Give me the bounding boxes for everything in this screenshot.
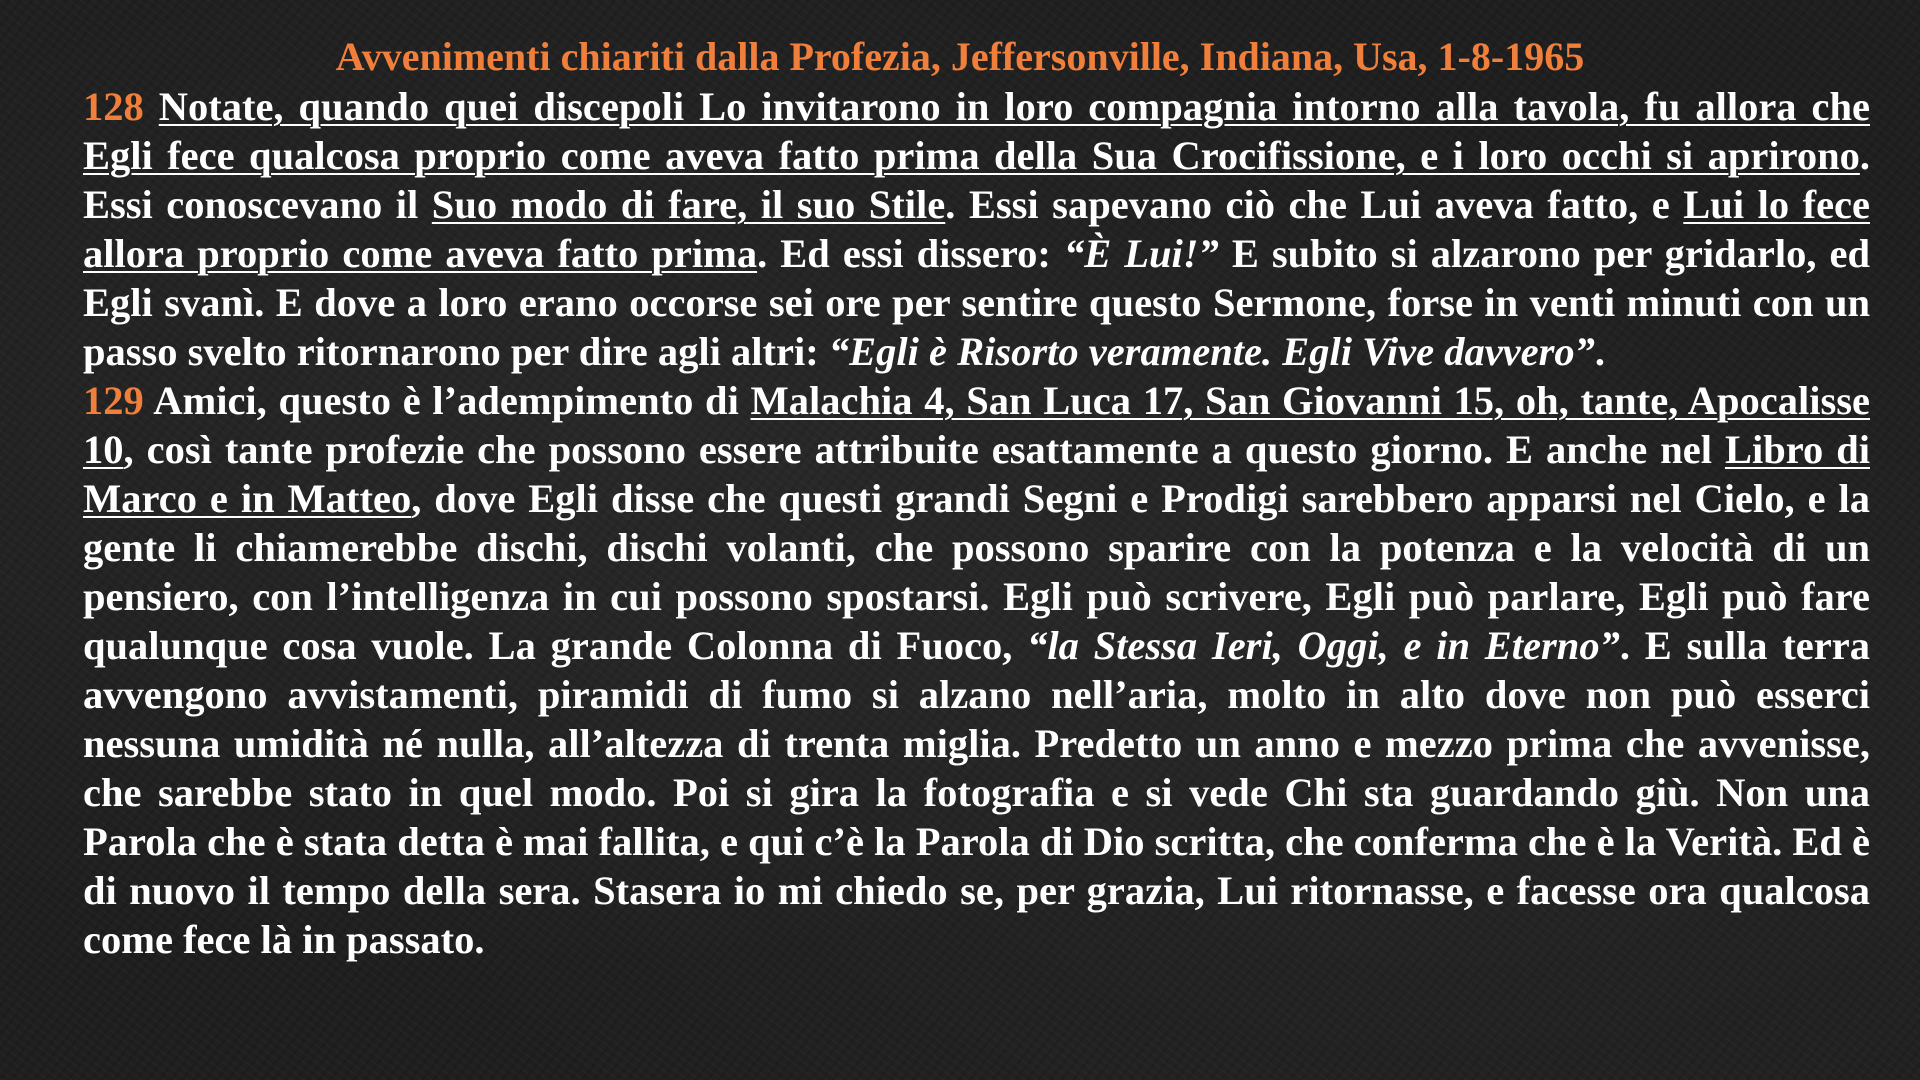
slide-title: Avvenimenti chiariti dalla Profezia, Jeffersonville, Indiana, Usa, 1-8-1965 (335, 34, 1585, 79)
text-run: . (1594, 329, 1606, 374)
text-run: . Ed essi dissero: (757, 231, 1064, 276)
italic-quote: “la Stessa Ieri, Oggi, e in Eterno” (1027, 623, 1620, 668)
text-run: E subito si alzarono per gridarlo, ed Egli svanì. E dove a loro erano occorse sei ore per sentire questo Sermone, forse in venti minuti con un passo svelto ritornarono per dire agli altri: (83, 231, 1871, 374)
underlined-passage: Lui lo fece allora proprio come aveva fatto prima (83, 182, 1870, 276)
paragraph-number: 129 (83, 378, 144, 423)
text-run: Amici, questo è l’adempimento di (153, 378, 751, 423)
quote-body (83, 82, 1870, 964)
italic-quote: “Egli è Risorto veramente. Egli Vive davvero” (828, 329, 1595, 374)
underlined-passage: Libro di Marco e in Matteo (83, 427, 1870, 521)
underlined-passage: Suo modo di fare, il suo Stile (431, 182, 946, 227)
italic-quote: “È Lui!” (1063, 231, 1219, 276)
text-run: , dove Egli disse che questi grandi Segni e Prodigi sarebbero apparsi nel Cielo, e la gente li chiamerebbe dischi, dischi volanti, che possono sparire con la potenza e la velocità di un pensiero, con l’intelligenza in cui possono spostarsi. Egli può scrivere, Egli può parlare, Egli può fare qualunque cosa vuole. La grande Colonna di Fuoco, (83, 476, 1871, 668)
underlined-passage: Notate, quando quei discepoli Lo invitarono in loro compagnia intorno alla tavola, fu allora che Egli fece qualcosa proprio come aveva fatto prima della Sua Crocifissione, e i loro occhi si aprirono (83, 84, 1870, 178)
text-run: . E sulla terra avvengono avvistamenti, piramidi di fumo si alzano nell’aria, molto in alto dove non può esserci nessuna umidità né nulla, all’altezza di trenta miglia. Predetto un anno e mezzo prima che avvenisse, che sarebbe stato in quel modo. Poi si gira la fotografia e si vede Chi sta guardando giù. Non una Parola che è stata detta è mai fallita, e qui c’è la Parola di Dio scritta, che conferma che è la Verità. Ed è di nuovo il tempo della sera. Stasera io mi chiedo se, per grazia, Lui ritornasse, e facesse ora qualcosa come fece là in passato. (83, 623, 1870, 962)
underlined-passage: Malachia 4, San Luca 17, San Giovanni 15, oh, tante, Apocalisse 10 (83, 378, 1870, 472)
paragraph-129 (83, 376, 1870, 964)
text-run: . Essi conoscevano il (83, 133, 1870, 227)
paragraph-128 (83, 82, 1870, 376)
text-run: , così tante profezie che possono essere attribuite esattamente a questo giorno. E anche nel (123, 427, 1725, 472)
text-run: . Essi sapevano ciò che Lui aveva fatto, e (945, 182, 1684, 227)
paragraph-number: 128 (83, 84, 144, 129)
